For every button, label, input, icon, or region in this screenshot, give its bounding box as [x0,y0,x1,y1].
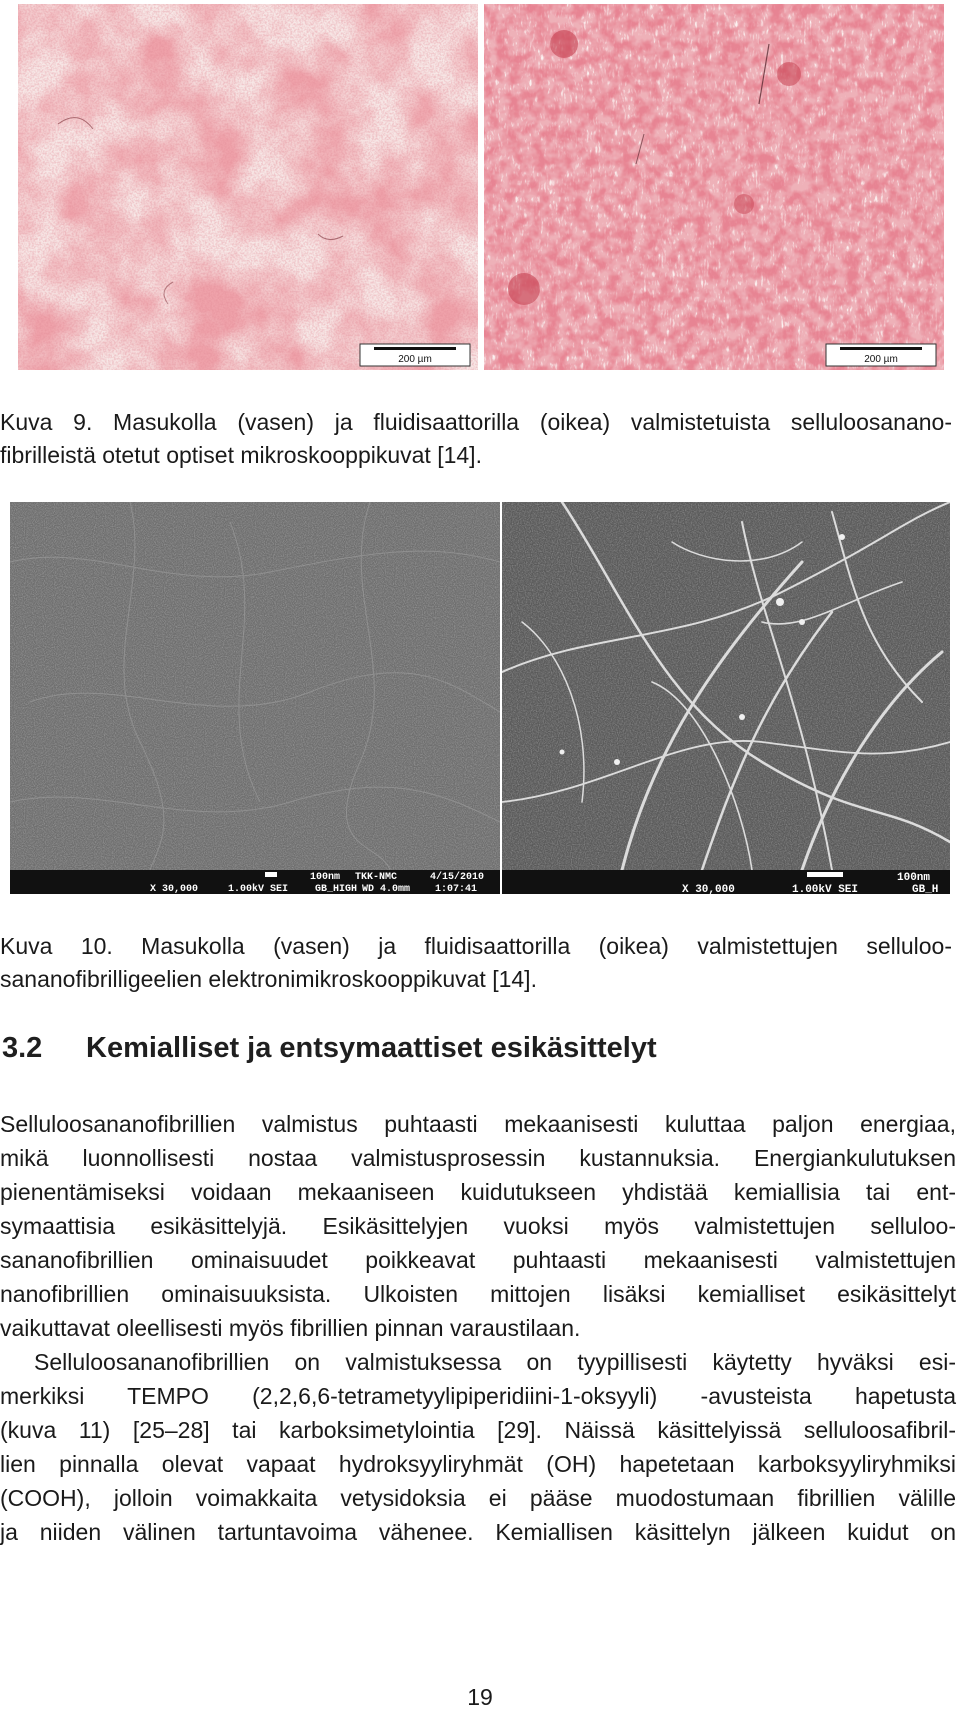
scale-label-right: 200 µm [864,354,898,365]
sem-left-date: 4/15/2010 [430,872,485,883]
section-number: 3.2 [2,1032,43,1064]
body-text [0,1107,956,1549]
body-line: mikä luonnollisesti nostaa valmistusprosessin kustannuksia. Energiankulutuksen [0,1145,956,1171]
figure10-caption-line: sananofibrilligeelien elektronimikroskooppikuvat [14]. [0,966,537,992]
body-line: nanofibrillien ominaisuuksista. Ulkoisten mittojen lisäksi kemialliset esikäsittelyt [0,1281,956,1307]
body-line: sananofibrillien ominaisuudet poikkeavat puhtaasti mekaanisesti valmistettujen [0,1247,956,1273]
sem-left-lab: TKK-NMC [355,872,398,883]
sem-right-mag: X 30,000 [682,884,735,894]
body-line: Selluloosananofibrillien on valmistuksessa on tyypillisesti käytetty hyväksi esi- [34,1349,956,1375]
body-line: lien pinnalla olevat vapaat hydroksyyliryhmät (OH) hapetetaan karboksyyliryhmiksi [0,1451,956,1477]
sem-left-kv: 1.00kV SEI [228,884,289,894]
sem-left-wd: WD 4.0mm [362,884,411,894]
body-line: (kuva 11) [25–28] tai karboksimetylointia [29]. Näissä käsittelyissä selluloosafibril- [0,1417,956,1443]
body-line: pienentämiseksi voidaan mekaaniseen kuidutukseen yhdistää kemiallisia tai ent- [0,1179,956,1205]
sem-left-scalebar: 100nm [310,872,341,883]
figure10-caption [0,930,952,996]
sem-left-time: 1:07:41 [435,884,478,894]
optical-micrograph-right [484,4,944,370]
scale-label-left: 200 µm [398,354,432,365]
sem-right-scalebar: 100nm [897,872,931,884]
body-line: symaattisia esikäsittelyjä. Esikäsittelyjen vuoksi myös valmistettujen selluloo- [0,1213,956,1239]
section-title: Kemialliset ja entsymaattiset esikäsittelyt [86,1032,657,1064]
section-heading [2,1032,657,1065]
figure9-caption [0,406,952,472]
body-line: (COOH), jolloin voimakkaita vetysidoksia ei pääse muodostumaan fibrillien välille [0,1485,956,1511]
figure10-caption-line: Kuva 10. Masukolla (vasen) ja fluidisaattorilla (oikea) valmistettujen selluloo- [0,933,952,959]
page-number: 19 [467,1684,493,1710]
sem-image-left [10,502,500,894]
body-line: merkiksi TEMPO (2,2,6,6-tetrametyylipiperidiini-1-oksyyli) -avusteista hapetusta [0,1383,956,1409]
sem-left-mode: GB_HIGH [315,884,358,894]
body-line: Selluloosananofibrillien valmistus puhtaasti mekaanisesti kuluttaa paljon energiaa, [0,1111,956,1137]
optical-micrograph-left [18,4,478,370]
body-line: ja niiden välinen tartuntavoima vähenee. Kemiallisen käsittelyn jälkeen kuidut on [0,1519,956,1545]
sem-image-right [502,502,950,894]
sem-right-kv: 1.00kV SEI [792,884,859,894]
body-line: vaikuttavat oleellisesti myös fibrillien pinnan varaustilaan. [0,1315,581,1341]
figure9-caption-line: Kuva 9. Masukolla (vasen) ja fluidisaattorilla (oikea) valmistetuista selluloosanano- [0,409,952,435]
figure9-caption-line: fibrilleistä otetut optiset mikroskooppikuvat [14]. [0,442,482,468]
sem-right-mode: GB_H [912,884,939,894]
sem-left-mag: X 30,000 [150,884,199,894]
